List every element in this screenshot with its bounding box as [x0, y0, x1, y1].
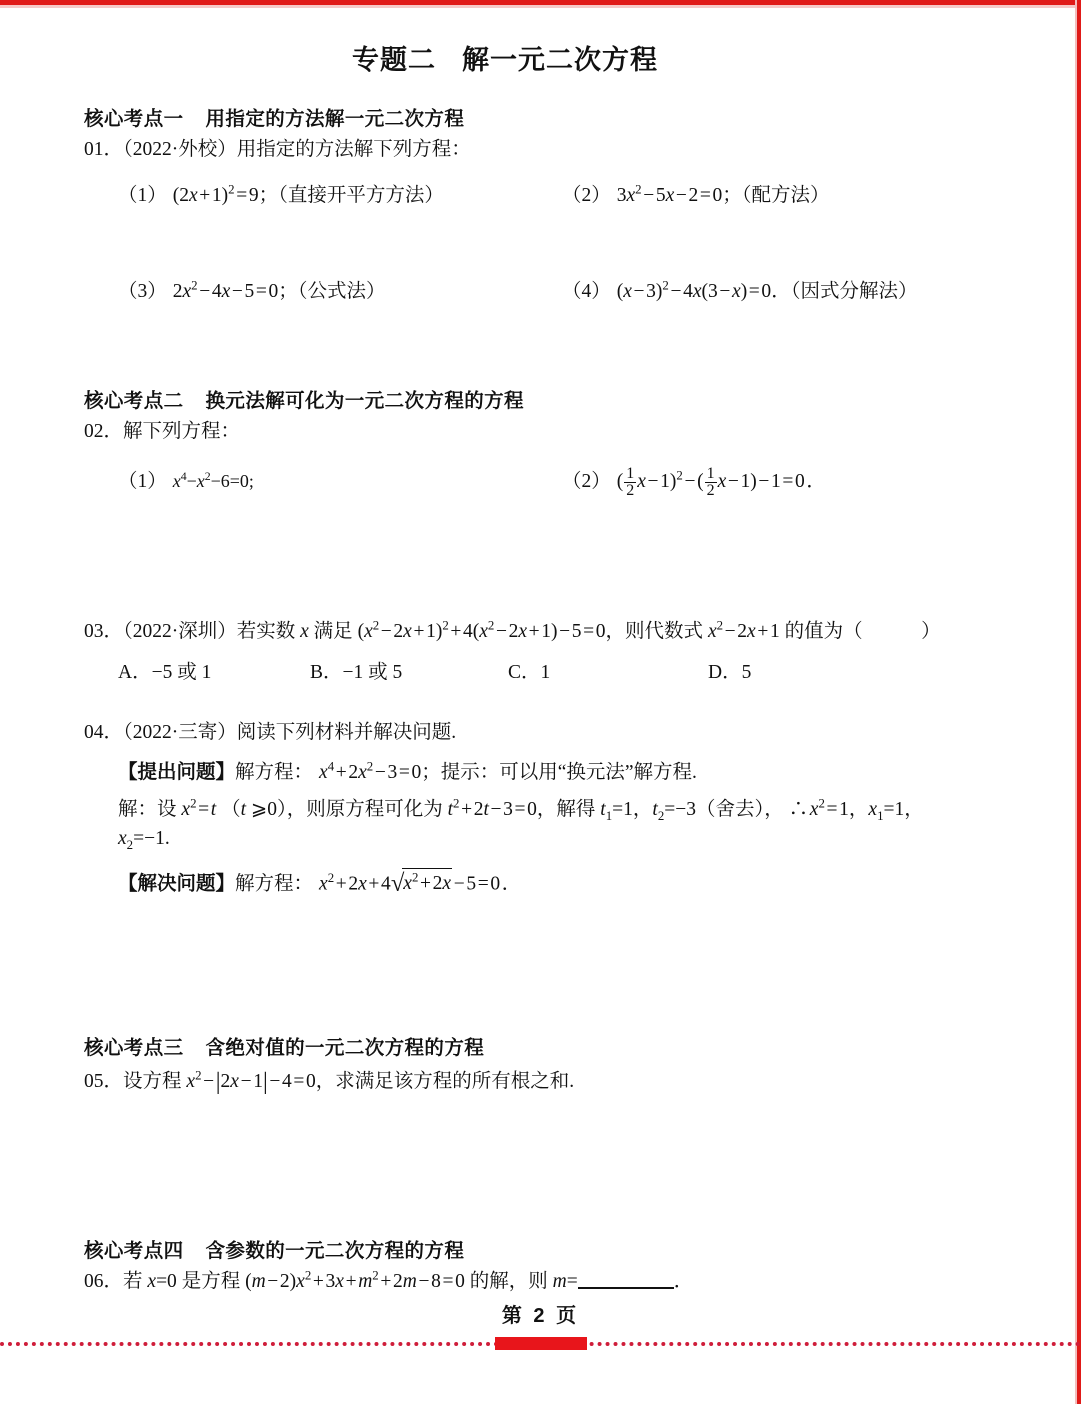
item-method-note: ；（直接开平方方法） — [258, 185, 444, 207]
item-marker: （1） — [118, 185, 167, 207]
problem-01-row-1 — [84, 179, 1040, 217]
problem-02-stem — [84, 417, 1040, 447]
problem-04-stem — [84, 718, 1040, 748]
solution-tag: 解： — [118, 799, 158, 821]
problem-01-item-3: （3） $2x^2$ − 4x − 5 = 0；（公式法） — [118, 278, 386, 303]
problem-03-lead: （2022·深圳）若实数 — [123, 621, 296, 643]
problem-01-item-2: （2） $3x^2$ − 5x − 2 = 0；（配方法） — [562, 182, 830, 207]
absolute-value-group: |2x − 1| — [215, 1069, 268, 1096]
choice-d[interactable] — [708, 656, 751, 684]
section-heading-4 — [84, 1235, 1040, 1263]
problem-03-mid: 满足 — [313, 621, 353, 643]
section-2-text: 换元法解可化为一元二次方程的方程 — [205, 390, 524, 413]
section-3-text: 含绝对值的一元二次方程的方程 — [205, 1037, 485, 1060]
problem-06-number: 06． — [84, 1271, 124, 1293]
problem-02-item-1: （1） $x^4-x^2-6=0$; — [118, 469, 254, 493]
problem-01-item-1: （1） (2x + 1)$^2$ = 9；（直接开平方方法） — [118, 182, 444, 207]
item-marker: （2） — [562, 185, 611, 207]
page-title-sub: 解一元二次方程 — [462, 45, 658, 75]
choice-b[interactable] — [310, 656, 402, 684]
choice-b-label: B． — [310, 661, 343, 683]
solution-t4: ，解得 — [536, 799, 596, 821]
section-1-label: 核心考点一 — [84, 108, 184, 130]
problem-03-stem: 03．（2022·深圳）若实数 x 满足 ($x^2$ − 2x + 1)$^2$ + $4(x^2$ − 2x + 1) − 5 = 0，则代数式 $x^2$ − 2x + 1 的值为（ ） — [84, 618, 941, 643]
problem-06-eq: = — [566, 1271, 578, 1293]
block-lead: 解方程： — [235, 761, 314, 783]
problem-02-text: 解下列方程： — [123, 421, 241, 443]
section-heading-3 — [84, 1032, 1040, 1060]
section-3-label: 核心考点三 — [84, 1037, 184, 1060]
problem-01-number: 01． — [84, 139, 124, 160]
choice-a-label: A． — [118, 661, 152, 683]
item-marker: （3） — [118, 281, 167, 303]
problem-05-tail: ，求满足该方程的所有根之和. — [315, 1071, 575, 1093]
problem-03-tail: 的值为（ ） — [784, 621, 941, 643]
section-1-text: 用指定的方法解一元二次方程 — [205, 108, 465, 130]
problem-04-block-pose: 【提出问题】解方程： $x^4$ + $2x^2$ − 3 = 0；提示：可以用“换元法”解方程. — [118, 759, 697, 783]
section-4-label: 核心考点四 — [84, 1240, 184, 1263]
problem-05-stem: 05．设方程 $x^2$ − |2x − 1| − 4 = 0，求满足该方程的所有根之和. — [84, 1064, 1040, 1101]
problem-05-number: 05． — [84, 1071, 124, 1093]
problem-03-mid2: ，则代数式 — [605, 621, 704, 643]
problem-02-number: 02． — [84, 421, 124, 443]
solution-t3: ⩾0），则原方程可化为 — [250, 799, 443, 821]
item-method-note: ；（公式法） — [278, 281, 386, 303]
item-marker: （1） — [118, 471, 167, 493]
problem-01-stem — [84, 135, 1040, 165]
problem-05-lead: 设方程 — [123, 1071, 182, 1093]
section-heading-2 — [84, 385, 1040, 413]
choice-d-label: D． — [708, 661, 742, 683]
solution-t5: （舍去）， — [696, 799, 784, 821]
solution-t2: （ — [221, 799, 241, 821]
problem-06-period: ． — [673, 1271, 694, 1293]
problem-06-mid2: 的解，则 — [469, 1271, 548, 1293]
block-lead-2: 解方程： — [235, 873, 314, 895]
problem-02-item-2: （2） ( $\frac{1}{2}$ x − 1)$^2$ − ( $\frac{1}{2}$ x − 1) − 1 = 0 ． — [562, 464, 826, 500]
problem-02-row-1 — [84, 465, 1040, 511]
choice-c-value: 1 — [540, 661, 551, 683]
answer-blank[interactable] — [578, 1287, 674, 1289]
sqrt-expression: $√x^2$ + 2x — [390, 869, 452, 897]
problem-06-mid: 是方程 — [181, 1271, 241, 1293]
choice-d-value: 5 — [741, 661, 752, 683]
block-tag-pose: 【提出问题】 — [118, 761, 236, 783]
problem-04-block-solution: 解：设 $x^2$ = t （t ⩾0），则原方程可化为 $t^2$ + 2t − 3 = 0，解得 $t_1=1$，$t_2=-3$（舍去）， ∴ $x^2$ = 1，$x_1=1$， $x_2=-1$. — [118, 796, 924, 853]
solution-t1: 设 — [157, 799, 177, 821]
solution-t6: ， — [848, 799, 869, 821]
choice-c-label: C． — [508, 661, 541, 683]
item-method-note: ；（配方法） — [722, 185, 830, 207]
section-heading-1 — [84, 103, 1040, 131]
choice-a[interactable] — [118, 656, 211, 684]
scan-edge-right-soft — [1075, 0, 1077, 1404]
scan-edge-right — [1077, 0, 1081, 1404]
item-method-note: ．（因式分解法） — [771, 281, 918, 303]
problem-06-stem: 06．若 x=0 是方程 (m − $2)x^2$ + 3x + $m^2$ + 2m − 8 = 0 的解，则 m= ． — [84, 1268, 694, 1293]
problem-04-number: 04． — [84, 721, 124, 743]
problem-01-row-2 — [84, 275, 1040, 313]
section-2-label: 核心考点二 — [84, 390, 184, 413]
page-footer — [0, 1294, 1081, 1404]
problem-03-choices — [84, 656, 1040, 692]
choice-a-value: −5 或 1 — [151, 661, 212, 683]
problem-06-lead: 若 — [123, 1271, 143, 1293]
footer-accent-bar — [495, 1337, 587, 1350]
block-tag-solve: 【解决问题】 — [118, 873, 236, 895]
item-marker: （4） — [562, 281, 611, 303]
problem-03-number: 03． — [84, 621, 124, 643]
problem-01-text: （2022·外校）用指定的方法解下列方程： — [123, 139, 471, 160]
block-hint: ；提示：可以用“换元法”解方程. — [421, 761, 697, 783]
page-title-main: 专题二 — [352, 45, 436, 75]
problem-04-text: （2022·三寄）阅读下列材料并解决问题. — [123, 721, 457, 743]
problem-01-item-4: （4） (x − 3)$^2$ − 4x(3 − x) = 0．（因式分解法） — [562, 278, 918, 303]
page-title — [0, 38, 1040, 77]
choice-b-value: −1 或 5 — [342, 661, 403, 683]
choice-c[interactable] — [508, 656, 550, 684]
item-marker: （2） — [562, 471, 611, 493]
problem-04-block-solve: 【解决问题】解方程： $x^2$ + 2x + $4√x^2$ + 2x − 5 = 0 ． — [118, 866, 1040, 903]
page-number: 第 2 页 — [501, 1305, 580, 1327]
section-4-text: 含参数的一元二次方程的方程 — [205, 1240, 465, 1263]
